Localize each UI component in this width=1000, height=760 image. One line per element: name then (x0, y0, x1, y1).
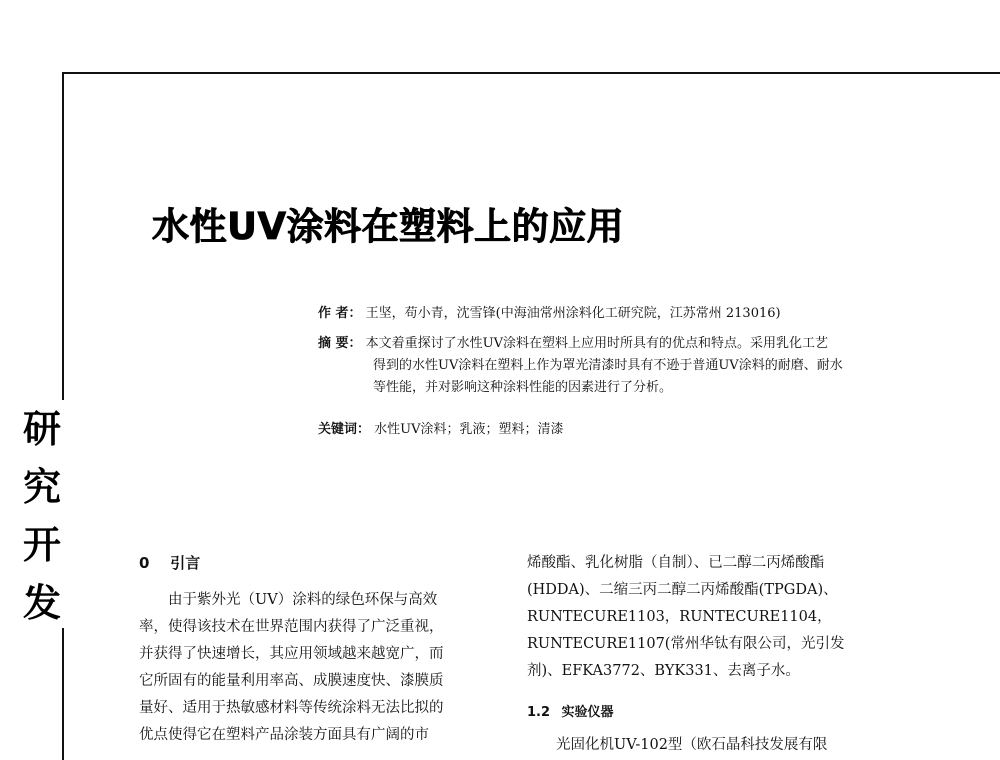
keywords-value: 水性UV涂料；乳液；塑料；清漆 (374, 422, 564, 437)
abstract-line-2: 得到的水性UV涂料在塑料上作为罩光清漆时具有不逊于普通UV涂料的耐磨、耐水 (373, 358, 843, 373)
body-line: RUNTECURE1103，RUNTECURE1104， (527, 609, 832, 625)
subsection-heading (527, 701, 922, 720)
section-number: 0 (139, 554, 150, 572)
section-char: 开 (22, 522, 61, 567)
abstract-label: 摘 要： (318, 336, 362, 351)
left-column (139, 552, 509, 749)
section-title: 引言 (170, 554, 201, 572)
section-char: 发 (22, 580, 61, 625)
body-line: RUNTECURE1107(常州华钛有限公司，光引发 (527, 636, 845, 652)
section-char: 究 (22, 464, 61, 509)
section-heading (139, 552, 509, 573)
abstract-line-1: 本文着重探讨了水性UV涂料在塑料上应用时所具有的优点和特点。采用乳化工艺 (365, 336, 829, 351)
body-line: 率，使得该技术在世界范围内获得了广泛重视， (139, 619, 444, 635)
right-column (527, 550, 922, 756)
body-line: 剂)、EFKA3772、BYK331、去离子水。 (527, 663, 800, 679)
body-line: 烯酸酯、乳化树脂（自制）、已二醇二丙烯酸酯 (527, 555, 825, 571)
abstract-block (318, 333, 918, 399)
article-title: 水性UV涂料在塑料上的应用 (152, 205, 625, 248)
frame-top-rule (62, 72, 1000, 74)
author-line (318, 303, 781, 325)
keywords-label: 关键词： (318, 422, 371, 437)
body-line: 量好、适用于热敏感材料等传统涂料无法比拟的 (139, 700, 444, 716)
body-line: 优点使得它在塑料产品涂装方面具有广阔的市 (139, 727, 429, 743)
frame-left-rule-upper (62, 72, 64, 400)
frame-left-rule-lower (62, 628, 64, 760)
author-value: 王坚，苟小青，沈雪锋(中海油常州涂料化工研究院，江苏常州 213016) (365, 306, 781, 321)
subsection-title: 实验仪器 (561, 705, 614, 720)
subsection-number: 1.2 (527, 705, 551, 720)
body-line: (HDDA)、二缩三丙二醇二丙烯酸酯(TPGDA)、 (527, 582, 838, 598)
author-label: 作 者： (318, 306, 362, 321)
body-line: 由于紫外光（UV）涂料的绿色环保与高效 (168, 592, 438, 608)
body-line: 并获得了快速增长，其应用领域越来越宽广，而 (139, 646, 444, 662)
keywords-line (318, 419, 564, 441)
section-label-vertical (22, 400, 62, 632)
body-line: 光固化机UV-102型（欧石晶科技发展有限 (556, 737, 828, 753)
section-char: 研 (22, 406, 61, 451)
abstract-line-3: 等性能，并对影响这种涂料性能的因素进行了分析。 (373, 380, 673, 395)
body-line: 它所固有的能量利用率高、成膜速度快、漆膜质 (139, 673, 444, 689)
